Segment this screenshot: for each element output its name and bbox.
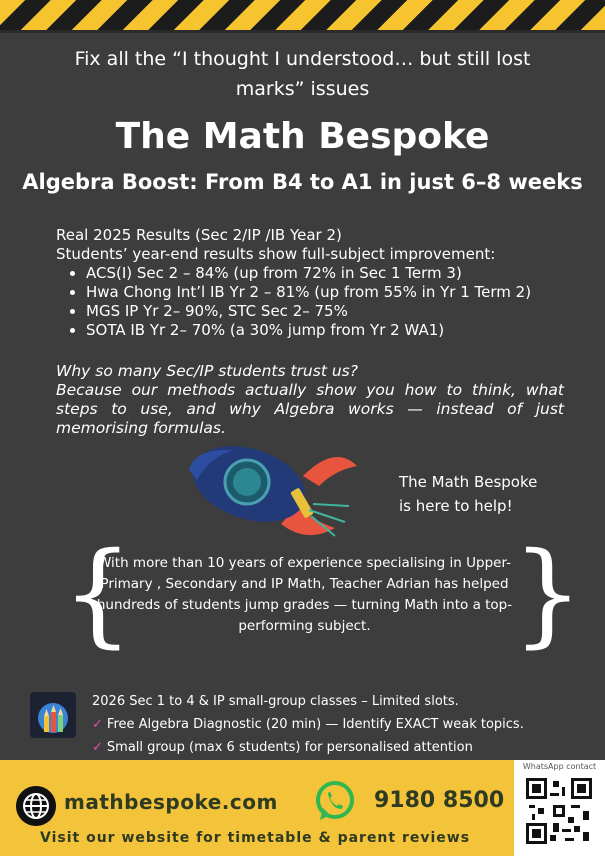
tagline-line-1: Fix all the “I thought I understood… but still lost (74, 48, 531, 70)
class-details (92, 690, 592, 759)
visit-cta: Visit our website for timetable & parent reviews (40, 830, 471, 846)
checkmark-icon: ✓ (92, 717, 103, 732)
help-line-1: The Math Bespoke (399, 473, 538, 491)
tagline-line-2: marks” issues (235, 78, 370, 100)
classes-headline: 2026 Sec 1 to 4 & IP small-group classes – Limited slots. (92, 694, 459, 709)
results-list (56, 264, 576, 340)
globe-icon (16, 786, 56, 826)
help-callout (399, 470, 537, 518)
point-text: Free Algebra Diagnostic (20 min) — Identify EXACT weak topics. (106, 717, 524, 732)
why-answer: Because our methods actually show you how to think, what steps to use, and why Algebra works — instead of just memorising formulas. (56, 381, 564, 437)
qr-code[interactable] (526, 778, 592, 844)
classes-point-1 (92, 713, 592, 736)
point-text: Small group (max 6 students) for personalised attention (106, 740, 473, 755)
right-brace: } (512, 529, 584, 659)
page-subtitle: Algebra Boost: From B4 to A1 in just 6–8 weeks (22, 170, 583, 194)
pencils-icon (30, 692, 76, 738)
why-section (56, 362, 564, 438)
hazard-stripe-banner (0, 0, 605, 30)
help-line-2: is here to help! (399, 497, 513, 515)
why-question: Why so many Sec/IP students trust us? (56, 362, 358, 380)
qr-label: WhatsApp contact (522, 762, 597, 771)
rocket-illustration (185, 440, 365, 550)
contact-footer (0, 760, 605, 856)
left-brace: { (62, 529, 134, 659)
website-link[interactable]: mathbespoke.com (64, 790, 278, 814)
page-title: The Math Bespoke (115, 116, 490, 157)
divider (0, 30, 605, 33)
tagline (30, 44, 575, 104)
qr-panel (514, 760, 605, 856)
results-intro: Students’ year-end results show full-subject improvement: (56, 245, 496, 263)
list-item: • SOTA IB Yr 2– 70% (a 30% jump from Yr 2 WA1) (86, 321, 576, 340)
checkmark-icon: ✓ (92, 740, 103, 755)
experience-text: With more than 10 years of experience specialising in Upper-Primary , Secondary and IP Math, Teacher Adrian has helped hundreds of students jump grades — turning Math into a top-performing subject. (96, 555, 513, 634)
classes-point-2 (92, 736, 592, 759)
list-item: • ACS(I) Sec 2 – 84% (up from 72% in Sec 1 Term 3) (86, 264, 576, 283)
results-section (56, 226, 576, 340)
results-heading: Real 2025 Results (Sec 2/IP /IB Year 2) (56, 226, 342, 244)
whatsapp-icon (314, 780, 356, 822)
phone-number[interactable]: 9180 8500 (374, 788, 505, 813)
list-item: • MGS IP Yr 2– 90%, STC Sec 2– 75% (86, 302, 576, 321)
list-item: • Hwa Chong Int’l IB Yr 2 – 81% (up from 55% in Yr 1 Term 2) (86, 283, 576, 302)
